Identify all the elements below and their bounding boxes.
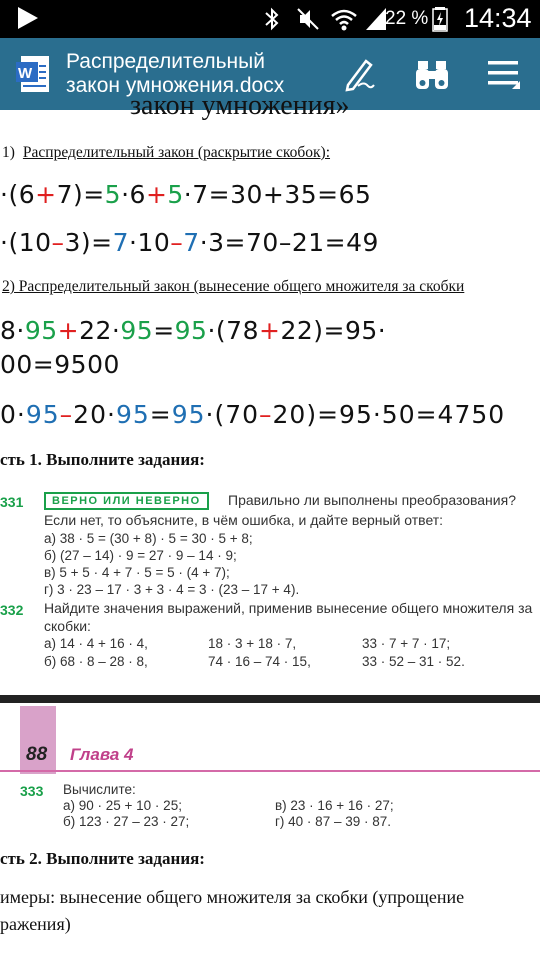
textbook-scan-331-332 (0, 488, 540, 688)
q332-line2: скобки: (44, 618, 91, 634)
equation-3-line2: 00=9500 (0, 350, 120, 379)
page-number: 88 (26, 744, 48, 765)
q331-d: г) 3 · 23 – 17 · 3 + 3 · 4 = 3 · (23 – 17 + 4). (44, 582, 300, 597)
examples-line1: имеры: вынесение общего множителя за скобки (упрощение (0, 887, 465, 907)
q332-r1c2: 18 · 3 + 18 · 7, (208, 636, 297, 651)
section1-heading (2, 144, 330, 162)
word-doc-icon[interactable] (15, 54, 51, 94)
chapter-rule (0, 770, 540, 772)
bluetooth-icon (262, 6, 282, 32)
examples-line2: ражения) (0, 914, 71, 934)
svg-text:W: W (18, 65, 33, 82)
q332-r2c1: б) 68 · 8 – 28 · 8, (44, 654, 148, 669)
find-binoculars-icon[interactable] (413, 55, 451, 93)
page-divider (0, 695, 540, 703)
q333-b: б) 123 · 27 – 23 · 27; (63, 814, 190, 829)
chapter-label: Глава 4 (70, 745, 134, 764)
q332-r1c1: а) 14 · 4 + 16 · 4, (44, 636, 148, 651)
battery-percent: 22 % (385, 8, 429, 29)
section1-index: 1) (2, 144, 15, 161)
q333-title: Вычислите: (63, 782, 136, 797)
q333-c: в) 23 · 16 + 16 · 27; (275, 798, 394, 813)
clock: 14:34 (464, 3, 532, 33)
textbook-scan-333 (0, 706, 540, 836)
document-view[interactable] (0, 90, 540, 960)
true-false-badge: ВЕРНО ИЛИ НЕВЕРНО (44, 492, 209, 510)
q331-line1: Правильно ли выполнены преобразования? (228, 492, 516, 508)
q331-b: б) (27 – 14) · 9 = 27 · 9 – 14 · 9; (44, 548, 237, 563)
equation-2: ·(10–3)=7·10–7·3=70–21=49 (0, 228, 379, 257)
document-title-line1: Распределительный (66, 50, 265, 73)
exercise-number-331: 331 (0, 494, 24, 510)
edit-pen-icon[interactable] (340, 55, 378, 93)
equation-4: 0·95–20·95=95·(70–20)=95·50=4750 (0, 400, 506, 429)
q331-line2: Если нет, то объясните, в чём ошибка, и дайте верный ответ: (44, 512, 444, 528)
section2-heading: 2) Распределительный закон (вынесение общего множителя за скобки (2, 278, 465, 295)
mute-icon (296, 6, 320, 32)
q332-r2c2: 74 · 16 – 74 · 15, (208, 654, 311, 669)
q333-d: г) 40 · 87 – 39 · 87. (275, 814, 391, 829)
wifi-icon (330, 6, 358, 32)
q332-r2c3: 33 · 52 – 31 · 52. (362, 654, 465, 669)
part1-heading: сть 1. Выполните задания: (0, 450, 205, 469)
q331-c: в) 5 + 5 · 4 + 7 · 5 = 5 · (4 + 7); (44, 565, 230, 580)
q333-a: а) 90 · 25 + 10 · 25; (63, 798, 182, 813)
part2-heading: сть 2. Выполните задания: (0, 849, 205, 868)
equation-3: 8·95+22·95=95·(78+22)=95· (0, 316, 387, 345)
menu-icon[interactable] (484, 55, 522, 93)
q332-r1c3: 33 · 7 + 7 · 17; (362, 636, 451, 651)
cut-heading: закон умножения» (130, 90, 350, 121)
status-bar (0, 0, 540, 38)
play-store-icon (18, 7, 38, 29)
battery-charging-icon (432, 6, 448, 32)
q332-line1: Найдите значения выражений, применив вынесение общего множителя за (44, 600, 533, 616)
exercise-number-332: 332 (0, 602, 24, 618)
exercise-number-333: 333 (20, 783, 44, 799)
equation-1: ·(6+7)=5·6+5·7=30+35=65 (0, 180, 372, 209)
section1-text: Распределительный закон (раскрытие скобок): (22, 144, 331, 161)
q331-a: а) 38 · 5 = (30 + 8) · 5 = 30 · 5 + 8; (44, 531, 253, 546)
document-title-line2: закон умножения.docx (66, 74, 285, 97)
